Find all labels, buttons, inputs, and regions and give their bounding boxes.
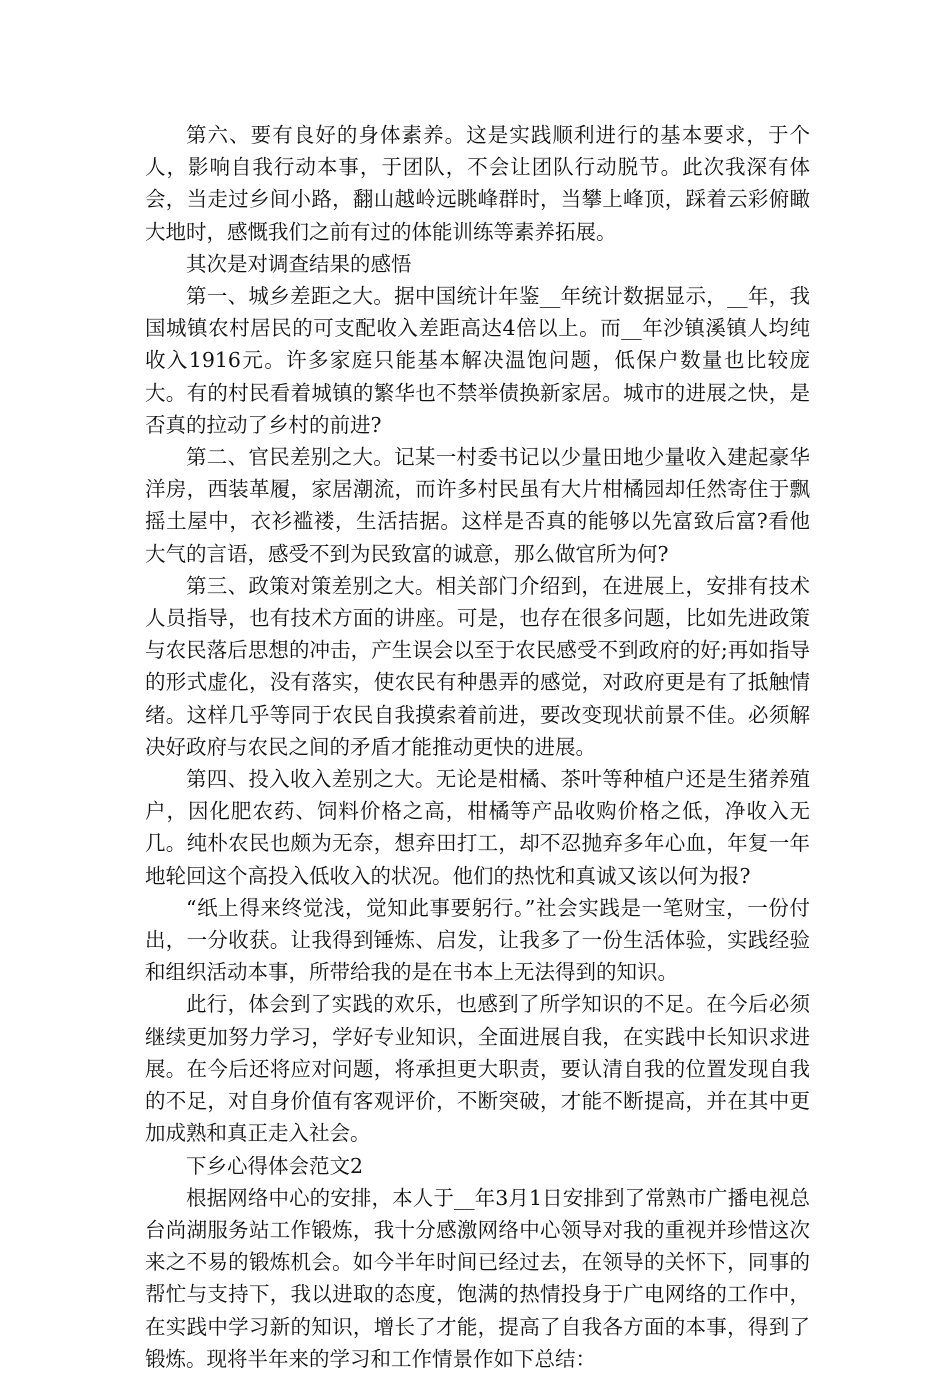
paragraph-work-summary: 根据网络中心的安排，本人于__年3月1日安排到了常熟市广播电视总台尚湖服务站工作锻炼，我十分感激网络中心领导对我的重视并珍惜这次来之不易的锻炼机会。如今半年时间已经过去，在领导的关怀下，同事的帮忙与支持下，我以进取的态度，饱满的热情投身于广电网络的工作中，在实践中学习新的知识，增长了才能，提高了自我各方面的本事，得到了锻炼。现将半年来的学习和工作情景作如下总结： (145, 1185, 810, 1371)
section-heading-survey-reflection: 其次是对调查结果的感悟 (186, 251, 412, 276)
paragraph-trip-conclusion: 此行，体会到了实践的欢乐，也感到了所学知识的不足。在今后必须继续更加努力学习，学好专业知识，全面进展自我，在实践中长知识求进展。在今后还将应对问题，将承担更大职责，要认清自我的位置发现自我的不足，对自身价值有客观评价，不断突破，才能不断提高，并在其中更加成熟和真正走入社会。 (145, 992, 810, 1146)
paragraph-practice-quote: “纸上得来终觉浅，觉知此事要躬行。”社会实践是一笔财宝，一份付出，一分收获。让我得到锤炼、启发，让我多了一份生活体验，实践经验和组织活动本事，所带给我的是在书本上无法得到的知识。 (145, 895, 810, 985)
paragraph-physical-quality: 第六、要有良好的身体素养。这是实践顺利进行的基本要求，于个人，影响自我行动本事，于团队，不会让团队行动脱节。此次我深有体会，当走过乡间小路，翻山越岭远眺峰群时，当攀上峰顶，踩着云彩俯瞰大地时，感慨我们之前有过的体能训练等素养拓展。 (145, 123, 810, 244)
paragraph-policy-gap: 第三、政策对策差别之大。相关部门介绍到，在进展上，安排有技术人员指导，也有技术方面的讲座。可是，也存在很多问题，比如先进政策与农民落后思想的冲击，产生误会以至于农民感受不到政府的好;再如指导的形式虚化，没有落实，使农民有种愚弄的感觉，对政府更是有了抵触情绪。这样几乎等同于农民自我摸索着前进，要改变现状前景不佳。必须解决好政府与农民之间的矛盾才能推动更快的进展。 (145, 573, 810, 759)
paragraph-input-income-gap: 第四、投入收入差别之大。无论是柑橘、茶叶等种植户还是生猪养殖户，因化肥农药、饲料价格之高，柑橘等产品收购价格之低，净收入无几。纯朴农民也颇为无奈，想弃田打工，却不忍抛弃多年心血，年复一年地轮回这个高投入低收入的状况。他们的热忱和真诚又该以何为报? (145, 767, 810, 888)
section-heading-sample-2: 下乡心得体会范文2 (186, 1153, 364, 1178)
paragraph-official-civilian-gap: 第二、官民差别之大。记某一村委书记以少量田地少量收入建起豪华洋房，西装革履，家居潮流，而许多村民虽有大片柑橘园却任然寄住于飘摇土屋中，衣衫褴褛，生活拮据。这样是否真的能够以先富致后富?看他大气的言语，感受不到为民致富的诚意，那么做官所为何? (145, 445, 810, 566)
document-body (145, 119, 810, 1375)
paragraph-urban-rural-gap: 第一、城乡差距之大。据中国统计年鉴__年统计数据显示，__年，我国城镇农村居民的可支配收入差距高达4倍以上。而__年沙镇溪镇人均纯收入1916元。许多家庭只能基本解决温饱问题，低保户数量也比较庞大。有的村民看着城镇的繁华也不禁举债换新家居。城市的进展之快，是否真的拉动了乡村的前进? (145, 284, 810, 437)
